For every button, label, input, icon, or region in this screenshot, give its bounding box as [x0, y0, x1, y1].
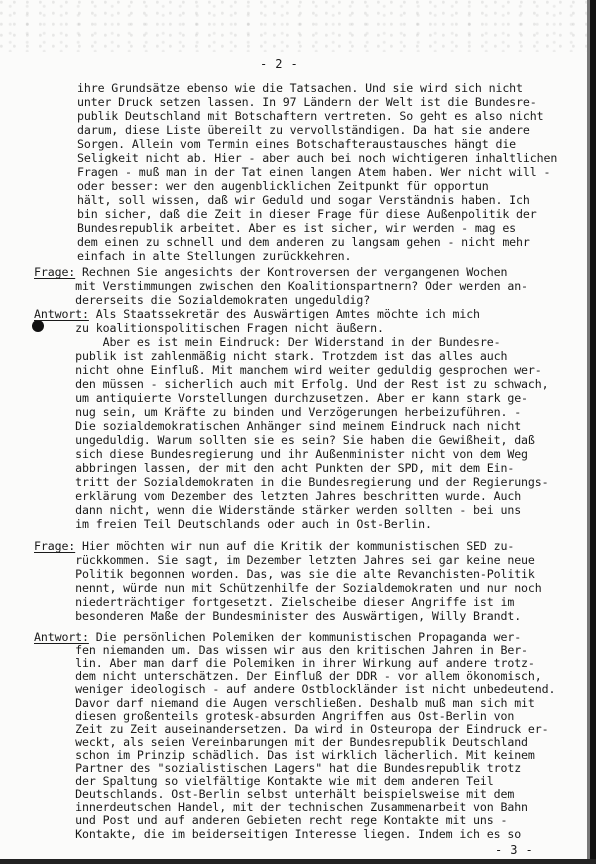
- text-line: bin sicher, daß die Zeit in dieser Frage für diese Außenpolitik der: [77, 207, 537, 221]
- answer-text: Als Staatssekretär des Auswärtigen Amtes möchte ich mich: [88, 307, 480, 321]
- text-line: abbringen lassen, der mit den acht Punkten der SPD, mit dem Ein-: [34, 461, 515, 475]
- text-line: lin. Aber man darf die Polemiken in ihrer Wirkung auf andere trotz-: [34, 656, 535, 671]
- text-line: oder besser: wer den augenblicklichen Zeitpunkt für opportun: [77, 179, 489, 193]
- question-label: Frage:: [34, 265, 76, 279]
- text-line: dem nicht unterschätzen. Der Einfluß der DDR - vor allem ökonomisch,: [34, 669, 542, 684]
- answer-text: Die persönlichen Polemiken der kommunistischen Propaganda wer-: [88, 630, 522, 644]
- text-line: Aber es ist mein Eindruck: Der Widerstand in der Bundesre-: [34, 335, 501, 349]
- question-text: Rechnen Sie angesichts der Kontroversen der vergangenen Wochen: [75, 265, 508, 279]
- text-line: innerdeutschen Handel, mit der technischen Zusammenarbeit von Bahn: [34, 800, 528, 815]
- text-line: [34, 308, 480, 322]
- text-line: weckt, als seien Vereinbarungen mit der Bundesrepublik Deutschland: [34, 734, 528, 749]
- scan-edge-bottom: [0, 859, 596, 864]
- text-line: Zeit zu Zeit auseinandersetzen. Da wird in Osteuropa der Eindruck er-: [34, 721, 549, 736]
- text-line: Sorgen. Allein vom Termin eines Botschafteraustausches hängt die: [77, 137, 517, 151]
- text-line: mit Verstimmungen zwischen den Koalitionspartnern? Oder werden an-: [34, 279, 528, 293]
- text-line: ungeduldig. Warum sollten sie es sein? Sie haben die Gewißheit, daß: [34, 433, 535, 447]
- text-line: dem einen zu schnell und dem anderen zu langsam gehen - nicht mehr: [77, 235, 530, 249]
- text-line: Seligkeit nicht ab. Hier - aber auch bei noch wichtigeren inhaltlichen: [77, 151, 558, 165]
- text-line: Die sozialdemokratischen Anhänger sind meinem Eindruck nach nicht: [34, 419, 522, 433]
- text-line: einfach in alte Stellungen zurückkehren.: [77, 249, 352, 263]
- text-line: publik ist zahlenmäßig nicht stark. Trotzdem ist das alles auch: [34, 349, 508, 363]
- answer-label: Antwort:: [34, 307, 89, 321]
- text-line: nug sein, um Kräfte zu binden und Verzögerungen herbeizuführen. -: [34, 405, 522, 419]
- continuation-marker: - 3 -: [495, 842, 534, 857]
- text-line: schon im Prinzip schädlich. Das ist wirklich lächerlich. Mit keinem: [34, 747, 535, 762]
- text-line: rückkommen. Sie sagt, im Dezember letzten Jahres sei gar keine neue: [34, 553, 535, 567]
- scan-speckle-top: [0, 0, 596, 52]
- text-line: sich diese Bundesregierung und ihr Außenminister nicht von dem Weg: [34, 447, 528, 461]
- text-line: ihre Grundsätze ebenso wie die Tatsachen. Und sie wird sich nicht: [77, 81, 523, 95]
- scan-edge-right: [590, 0, 596, 864]
- text-line: Bundesrepublik arbeitet. Aber es ist sicher, wir werden - mag es: [77, 221, 517, 235]
- text-line: nicht ohne Einfluß. Mit manchem wird weiter geduldig gesprochen wer-: [34, 363, 542, 377]
- text-line: niederträchtiger fortgesetzt. Zielscheibe dieser Angriffe ist im: [34, 595, 515, 609]
- text-line: erklärung vom Dezember des letzten Jahres beschritten wurde. Auch: [34, 489, 522, 503]
- text-line: fen niemanden um. Das wissen wir aus den kritischen Jahren in Ber-: [34, 643, 528, 658]
- text-line: dann nicht, wenn die Widerstände stärker werden sollten - bei uns: [34, 503, 522, 517]
- text-line: weniger ideologisch - auf andere Ostblockländer ist nicht unbedeutend.: [34, 682, 556, 697]
- text-line: Kontakte, die im beiderseitigen Interesse liegen. Indem ich es so: [34, 826, 522, 841]
- text-line: hält, soll wissen, daß wir Geduld und sogar Verständnis haben. Ich: [77, 193, 530, 207]
- text-line: den müssen - sicherlich auch mit Erfolg. Und der Rest ist zu schwach,: [34, 377, 549, 391]
- text-line: Partner des "sozialistischen Lagers" hat die Bundesrepublik trotz: [34, 761, 522, 775]
- text-line: [34, 266, 507, 280]
- text-line: publik Deutschland mit Botschaftern vertreten. So geht es also nicht: [77, 109, 544, 123]
- text-line: [34, 540, 514, 554]
- text-line: zu koalitionspolitischen Fragen nicht äußern.: [34, 321, 384, 335]
- text-line: darum, diese Liste übereilt zu vervollständigen. Da hat sie andere: [77, 123, 530, 137]
- text-line: Politik begonnen worden. Das, was sie die alte Revanchisten-Politik: [34, 567, 535, 581]
- text-line: nennt, würde nun mit Schützenhilfe der Sozialdemokraten und nur noch: [34, 581, 542, 595]
- text-line: Davor darf niemand die Augen verschließen. Deshalb muß man sich mit: [34, 695, 535, 710]
- text-line: um antiquierte Vorstellungen durchzusetzen. Aber er kann stark ge-: [34, 391, 528, 405]
- text-line: Deutschlands. Ost-Berlin selbst unterhält beispielsweise mit dem: [34, 787, 515, 802]
- text-line: im freien Teil Deutschlands oder auch in Ost-Berlin.: [34, 517, 432, 531]
- text-line: der Spaltung so vielfältige Kontakte wie mit dem anderen Teil: [34, 774, 494, 789]
- question-text: Hier möchten wir nun auf die Kritik der kommunistischen SED zu-: [75, 539, 515, 553]
- text-line: diesen großenteils grotesk-absurden Angriffen aus Ost-Berlin von: [34, 708, 515, 723]
- question-label: Frage:: [34, 539, 76, 553]
- text-line: Fragen - muß man in der Tat einen langen Atem haben. Wer nicht will -: [77, 165, 551, 179]
- text-line: und Post und auf anderen Gebieten recht rege Kontakte mit uns -: [34, 813, 508, 828]
- answer-label: Antwort:: [34, 630, 89, 644]
- text-line: unter Druck setzen lassen. In 97 Ländern der Welt ist die Bundesre-: [77, 95, 537, 109]
- text-line: dererseits die Sozialdemokraten ungeduldig?: [34, 293, 371, 307]
- page-number: - 2 -: [260, 57, 299, 71]
- text-line: tritt der Sozialdemokraten in die Bundesregierung und der Regierungs-: [34, 475, 549, 489]
- text-line: besonderen Maße der Bundesminister des Auswärtigen, Willy Brandt.: [34, 609, 522, 623]
